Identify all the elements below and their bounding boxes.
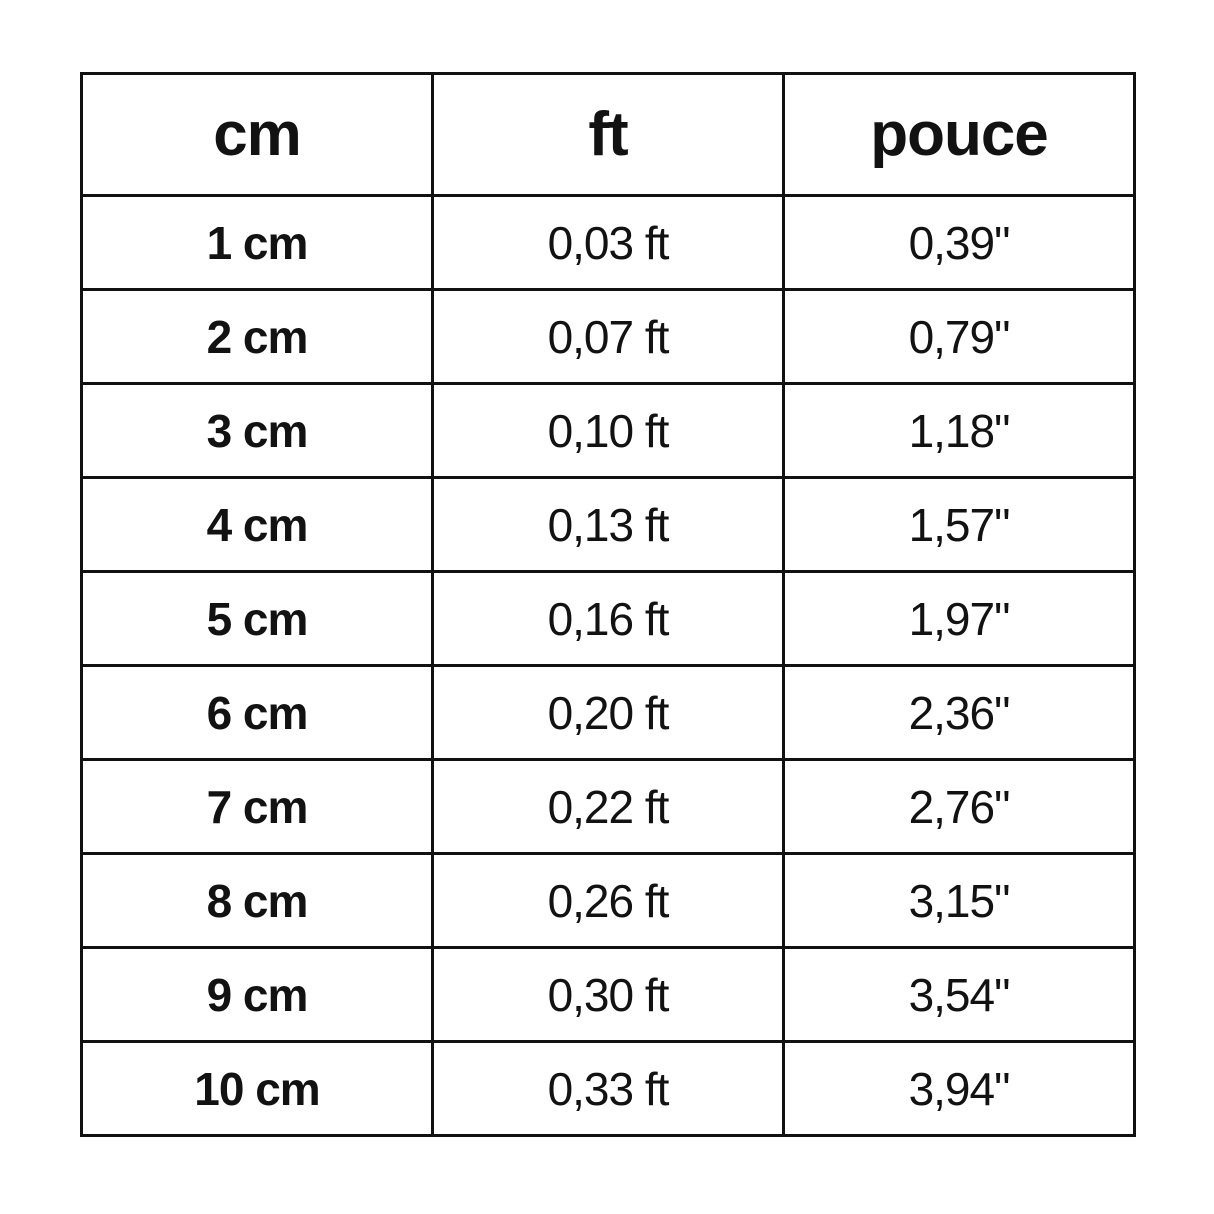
conversion-table-wrapper [80, 72, 1136, 1137]
ft-cell: 0,26 ft [433, 854, 784, 948]
table-row [82, 196, 1135, 290]
cm-cell: 1 cm [82, 196, 433, 290]
header-cell-pouce: pouce [784, 74, 1135, 196]
cm-ft-pouce-conversion-table [80, 72, 1136, 1137]
pouce-cell: 3,54" [784, 948, 1135, 1042]
ft-cell: 0,33 ft [433, 1042, 784, 1136]
cm-cell: 3 cm [82, 384, 433, 478]
ft-cell: 0,03 ft [433, 196, 784, 290]
header-cell-cm: cm [82, 74, 433, 196]
cm-cell: 8 cm [82, 854, 433, 948]
pouce-cell: 1,18" [784, 384, 1135, 478]
ft-cell: 0,16 ft [433, 572, 784, 666]
ft-cell: 0,30 ft [433, 948, 784, 1042]
table-row [82, 948, 1135, 1042]
pouce-cell: 1,57" [784, 478, 1135, 572]
table-row [82, 384, 1135, 478]
pouce-cell: 0,39" [784, 196, 1135, 290]
cm-cell: 10 cm [82, 1042, 433, 1136]
table-row [82, 290, 1135, 384]
header-row [82, 74, 1135, 196]
cm-cell: 7 cm [82, 760, 433, 854]
table-header [82, 74, 1135, 196]
ft-cell: 0,13 ft [433, 478, 784, 572]
table-row [82, 572, 1135, 666]
cm-cell: 5 cm [82, 572, 433, 666]
pouce-cell: 2,36" [784, 666, 1135, 760]
pouce-cell: 2,76" [784, 760, 1135, 854]
header-cell-ft: ft [433, 74, 784, 196]
pouce-cell: 1,97" [784, 572, 1135, 666]
table-body [82, 196, 1135, 1136]
cm-cell: 4 cm [82, 478, 433, 572]
ft-cell: 0,22 ft [433, 760, 784, 854]
cm-cell: 6 cm [82, 666, 433, 760]
pouce-cell: 3,15" [784, 854, 1135, 948]
table-row [82, 666, 1135, 760]
table-row [82, 854, 1135, 948]
ft-cell: 0,07 ft [433, 290, 784, 384]
table-row [82, 478, 1135, 572]
table-row [82, 760, 1135, 854]
ft-cell: 0,10 ft [433, 384, 784, 478]
cm-cell: 2 cm [82, 290, 433, 384]
cm-cell: 9 cm [82, 948, 433, 1042]
pouce-cell: 3,94" [784, 1042, 1135, 1136]
pouce-cell: 0,79" [784, 290, 1135, 384]
table-row [82, 1042, 1135, 1136]
ft-cell: 0,20 ft [433, 666, 784, 760]
